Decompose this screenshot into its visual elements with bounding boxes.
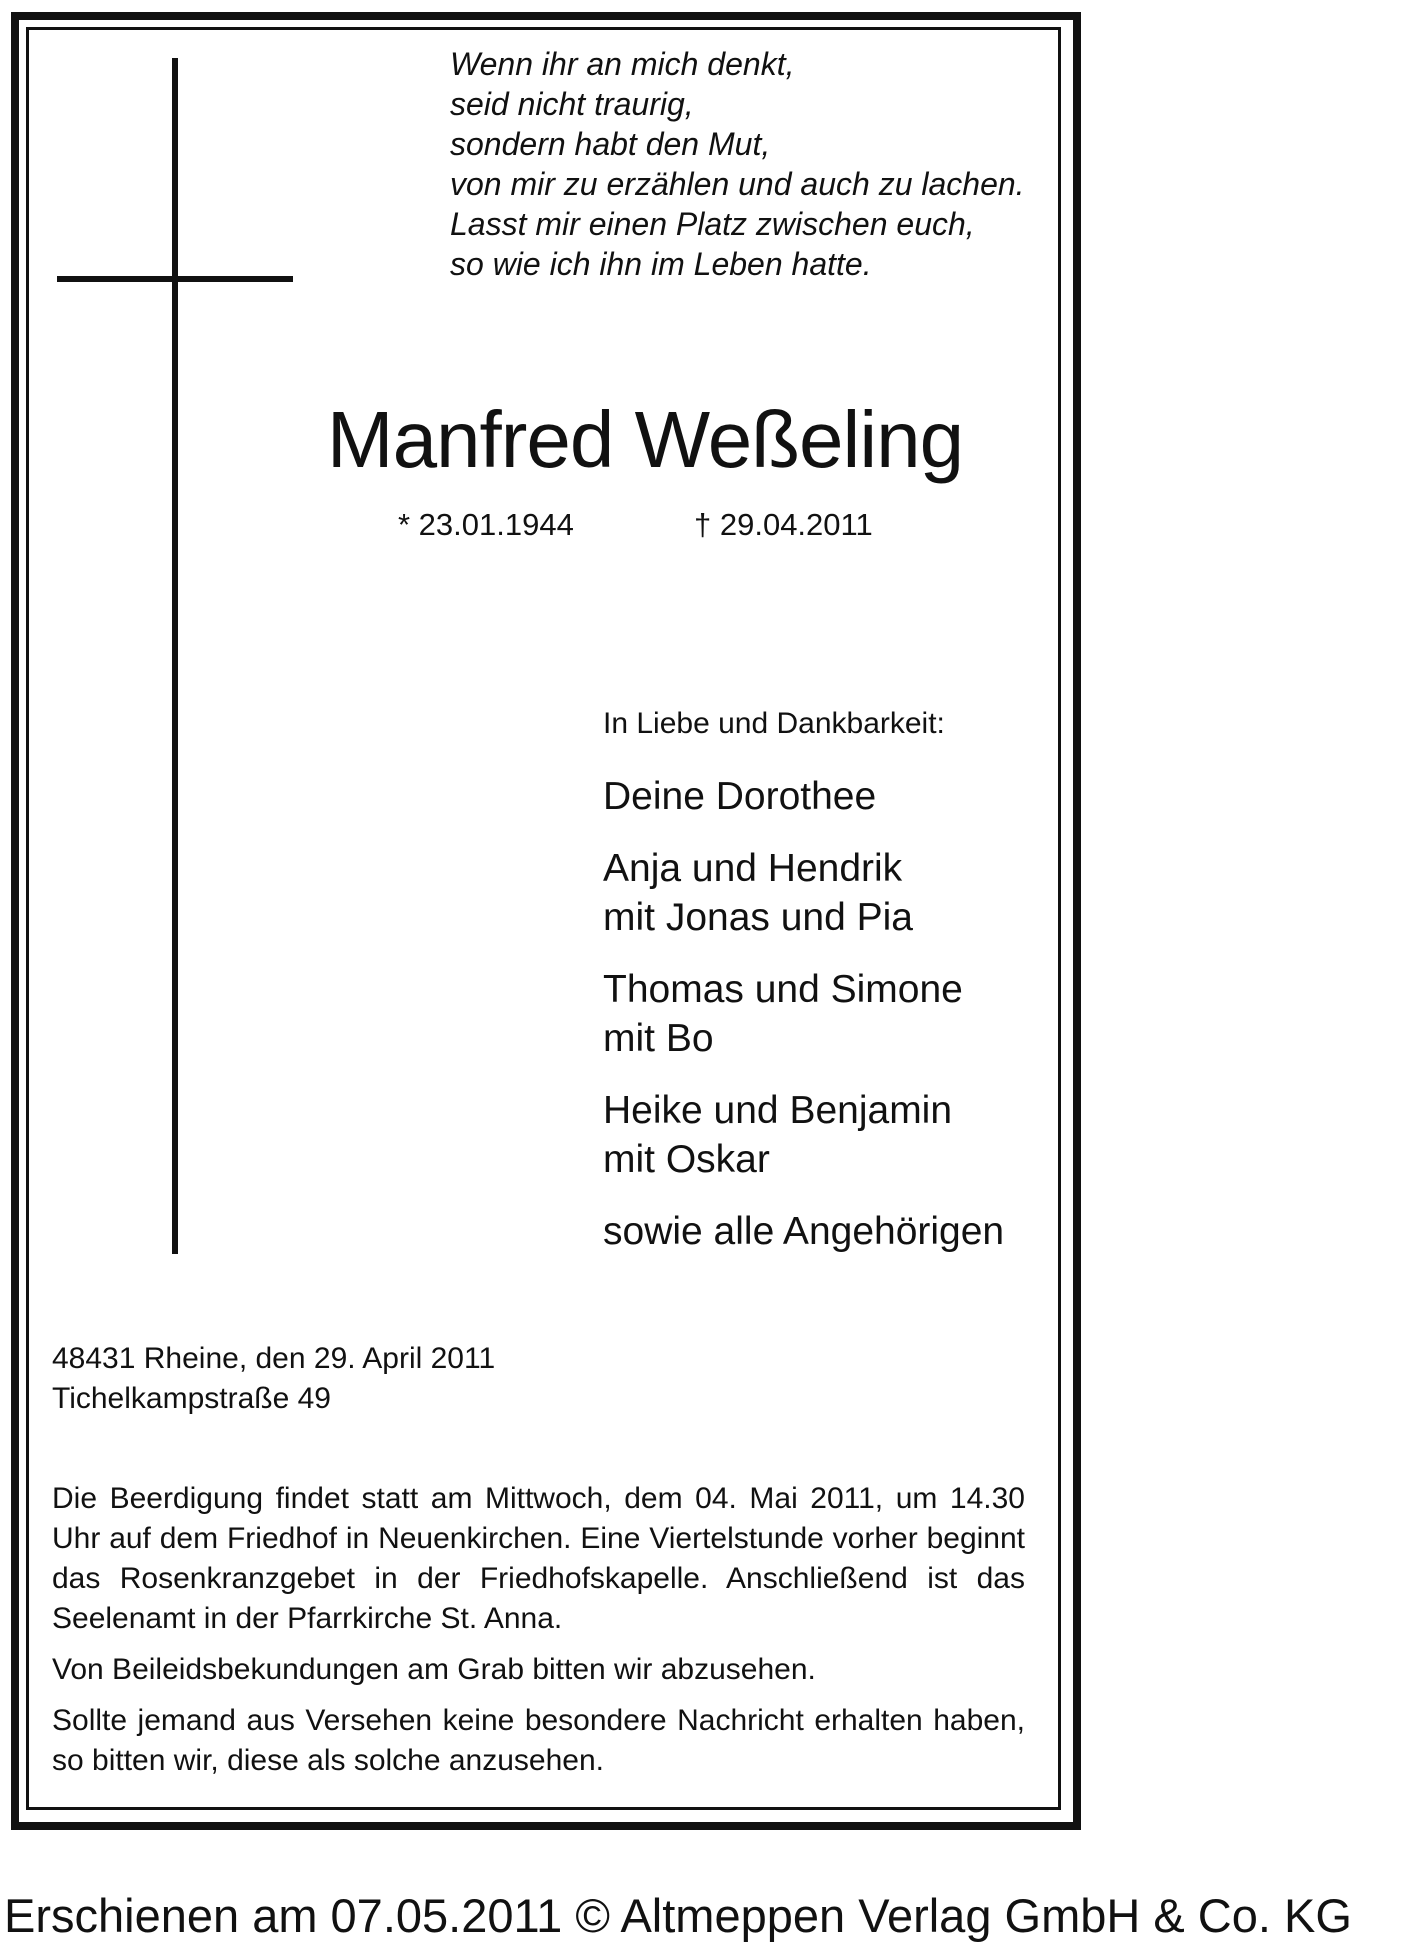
memorial-poem [450,44,1050,284]
poem-line: von mir zu erzählen und auch zu lachen. [450,166,1025,202]
mourner-line: mit Jonas und Pia [603,896,914,939]
poem-line: Lasst mir einen Platz zwischen euch, [450,206,975,242]
mourner-line: Deine Dorothee [603,775,877,818]
mourners-block [603,704,1063,1279]
cross-icon-horizontal-bar [57,276,293,282]
place-and-address [52,1339,495,1419]
mourner-line: Anja und Hendrik [603,847,903,890]
mourner-line: mit Bo [603,1017,714,1060]
mourner-line: sowie alle Angehörigen [603,1210,1005,1253]
funeral-details: Die Beerdigung findet statt am Mittwoch, dem 04. Mai 2011, um 14.30 Uhr auf dem Friedhof in Neuenkirchen. Eine Viertelstunde vorher beginnt das Rosenkranzgebet in der Friedhofskapelle. Anschließend ist das Seelenamt in der Pfarrkirche St. Anna. [52,1482,1025,1635]
poem-line: Wenn ihr an mich denkt, [450,46,795,82]
deceased-name: Manfred Weßeling [326,395,964,484]
birth-date: * 23.01.1944 [398,507,574,542]
mourner-group [603,1086,1063,1184]
funeral-notices [52,1479,1025,1792]
poem-line: sondern habt den Mut, [450,126,771,162]
condolence-notice: Von Beileidsbekundungen am Grab bitten wir abzusehen. [52,1653,816,1686]
mourner-group [603,772,1063,821]
place-date-line: 48431 Rheine, den 29. April 2011 [52,1342,496,1375]
address-line: Tichelkampstraße 49 [52,1382,331,1415]
death-date: † 29.04.2011 [694,507,873,542]
mourner-group [603,965,1063,1063]
notification-notice: Sollte jemand aus Versehen keine besondere Nachricht erhalten haben, so bitten wir, diese als solche anzusehen. [52,1704,1025,1777]
mourner-line: Heike und Benjamin [603,1089,953,1132]
poem-line: so wie ich ihn im Leben hatte. [450,246,872,282]
mourner-group [603,844,1063,942]
cross-icon-vertical-bar [172,58,178,1254]
mourners-intro: In Liebe und Dankbarkeit: [603,707,945,740]
poem-line: seid nicht traurig, [450,86,694,122]
mourner-group [603,1207,1063,1256]
mourner-line: Thomas und Simone [603,968,963,1011]
publication-footer: Erschienen am 07.05.2011 © Altmeppen Verlag GmbH & Co. KG [4,1889,1352,1942]
mourner-line: mit Oskar [603,1138,770,1181]
